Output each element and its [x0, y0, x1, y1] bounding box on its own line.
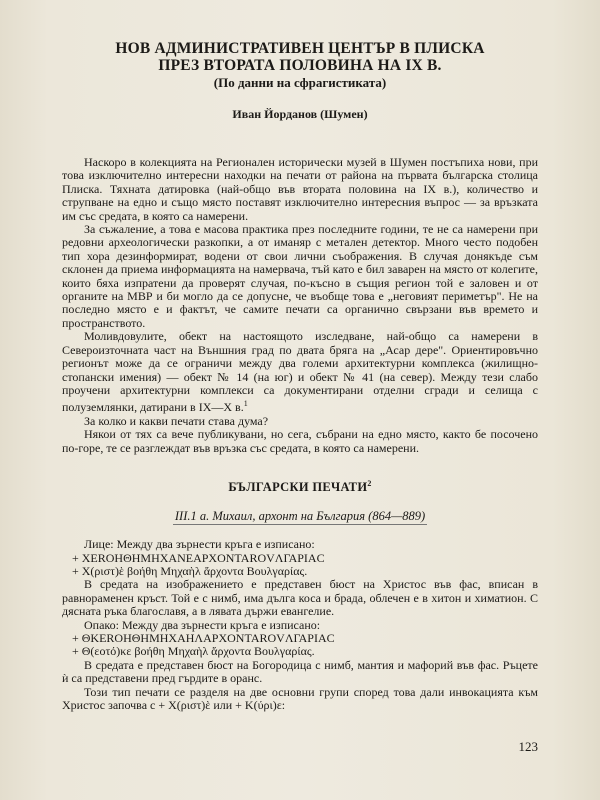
page-number: 123 [518, 739, 538, 754]
intro-paragraph-5: Някои от тях са вече публикувани, но сега, събрани на едно място, както бе посочено по-горе, те се разглеждат във връзка със средата, в която са намерени. [62, 427, 538, 455]
closing-paragraph: Този тип печати се разделя на две основни групи според това дали инвокацията към Христос започва с + Χ(ριστ)ὲ или + Κ(ύρι)ε: [62, 684, 538, 712]
reverse-description: В средата е представен бюст на Богородица с нимб, мантия и мафорий във фас. Ръцете ѝ са представени пред гърдите в оранс. [62, 657, 538, 686]
intro-paragraph-4: За колко и какви печати става дума? [84, 413, 269, 428]
article-title-line1: НОВ АДМИНИСТРАТИВЕН ЦЕНТЪР В ПЛИСКА [115, 40, 485, 57]
intro-paragraph-3-text: Моливдовулите, обект на настоящото изследване, най-общо са намерени в Североизточната част на Външния град по двата бряга на „Асар дере". Ориентировъчно регионът може да се ограничи между два големи архитектурни комплекса (жилищно-стопански имения) — обект № 14 (на юг) и обект № 41 (на север). Между тези слабо проучени архитектурни комплекси са документирани отделни сгради и селища с полуземлянки, датирани в IX—X в. [62, 329, 538, 415]
article-title-line2: ПРЕЗ ВТОРАТА ПОЛОВИНА НА IX В. [158, 57, 442, 74]
obverse-description: В средата на изображението е представен бюст на Христос във фас, вписан в равнораменен кръст. Той е с нимб, има дълга коса и брада, облечен е в хитон и химатион. С дясната ръка благославя, а в лявата държи евангелие. [62, 577, 538, 619]
reverse-greek-transcription: + Θ(εοτό)κε βοήθη Μηχαὴλ ἄρχοντα Βουλγαρίας. [72, 644, 315, 659]
obverse-greek-transcription: + Χ(ριστ)ὲ βοήθη Μηχαὴλ ἄρχοντα Βουλγαρίας. [72, 563, 308, 578]
section-heading [62, 479, 538, 495]
intro-paragraph-2: За съжаление, а това е масова практика през последните години, те не са намерени при редовни археологически разкопки, а от иманяр с метален детектор. Много често подобен тип хора дезинформират, водени от свои лични съображения. В случая донякъде съм склонен да приема информацията на намервача, тъй като е бил заварен на място от колегите, които бяха изпратени да проверят случая, по-късно в същия регион той е заловен и от органите на МВР и би могло да се допусне, че въобще това е „неговият периметър". Не на последно място е и фактът, че самите печати са органично свързани във времето и пространството. [62, 222, 538, 330]
article-subtitle: (По данни на сфрагистиката) [213, 75, 387, 90]
seal-heading [62, 509, 538, 524]
intro-paragraph-1: Наскоро в колекцията на Регионален исторически музей в Шумен постъпиха нови, при това изключително интересни находки на печати от района на първата българска столица Плиска. Тяхната датировка (най-общо във втората половина на IX в.), количество и струпване на едно и също място поставят изключително интересния въпрос — за връзката им със средата, в която са намерени. [62, 155, 538, 223]
obverse-label: Лице: Между два зърнести кръга е изписано: [84, 537, 315, 552]
intro-paragraph-3 [62, 330, 538, 414]
reverse-label: Опако: Между два зърнести кръга е изписано: [84, 617, 321, 632]
footnote-mark-1: 1 [243, 399, 248, 409]
article-author: Иван Йорданов (Шумен) [232, 107, 368, 121]
seal-heading-text: III.1 а. Михаил, архонт на България (864—889) [174, 509, 426, 524]
footnote-mark-2: 2 [367, 478, 372, 488]
section-heading-text: БЪЛГАРСКИ ПЕЧАТИ [228, 480, 368, 495]
obverse-greek-inscription: + ΧΕRΟΗΘΗΜΗΧΑΝΕΑΡΧΟΝΤΑRΟVΛΓΑΡΙΑC [72, 550, 325, 565]
reverse-greek-inscription: + ΘΚΕRΟΗΘΗΜΗΧΑΗΛΑΡΧΟΝΤΑRΟVΛΓΑΡΙΑC [72, 630, 335, 645]
